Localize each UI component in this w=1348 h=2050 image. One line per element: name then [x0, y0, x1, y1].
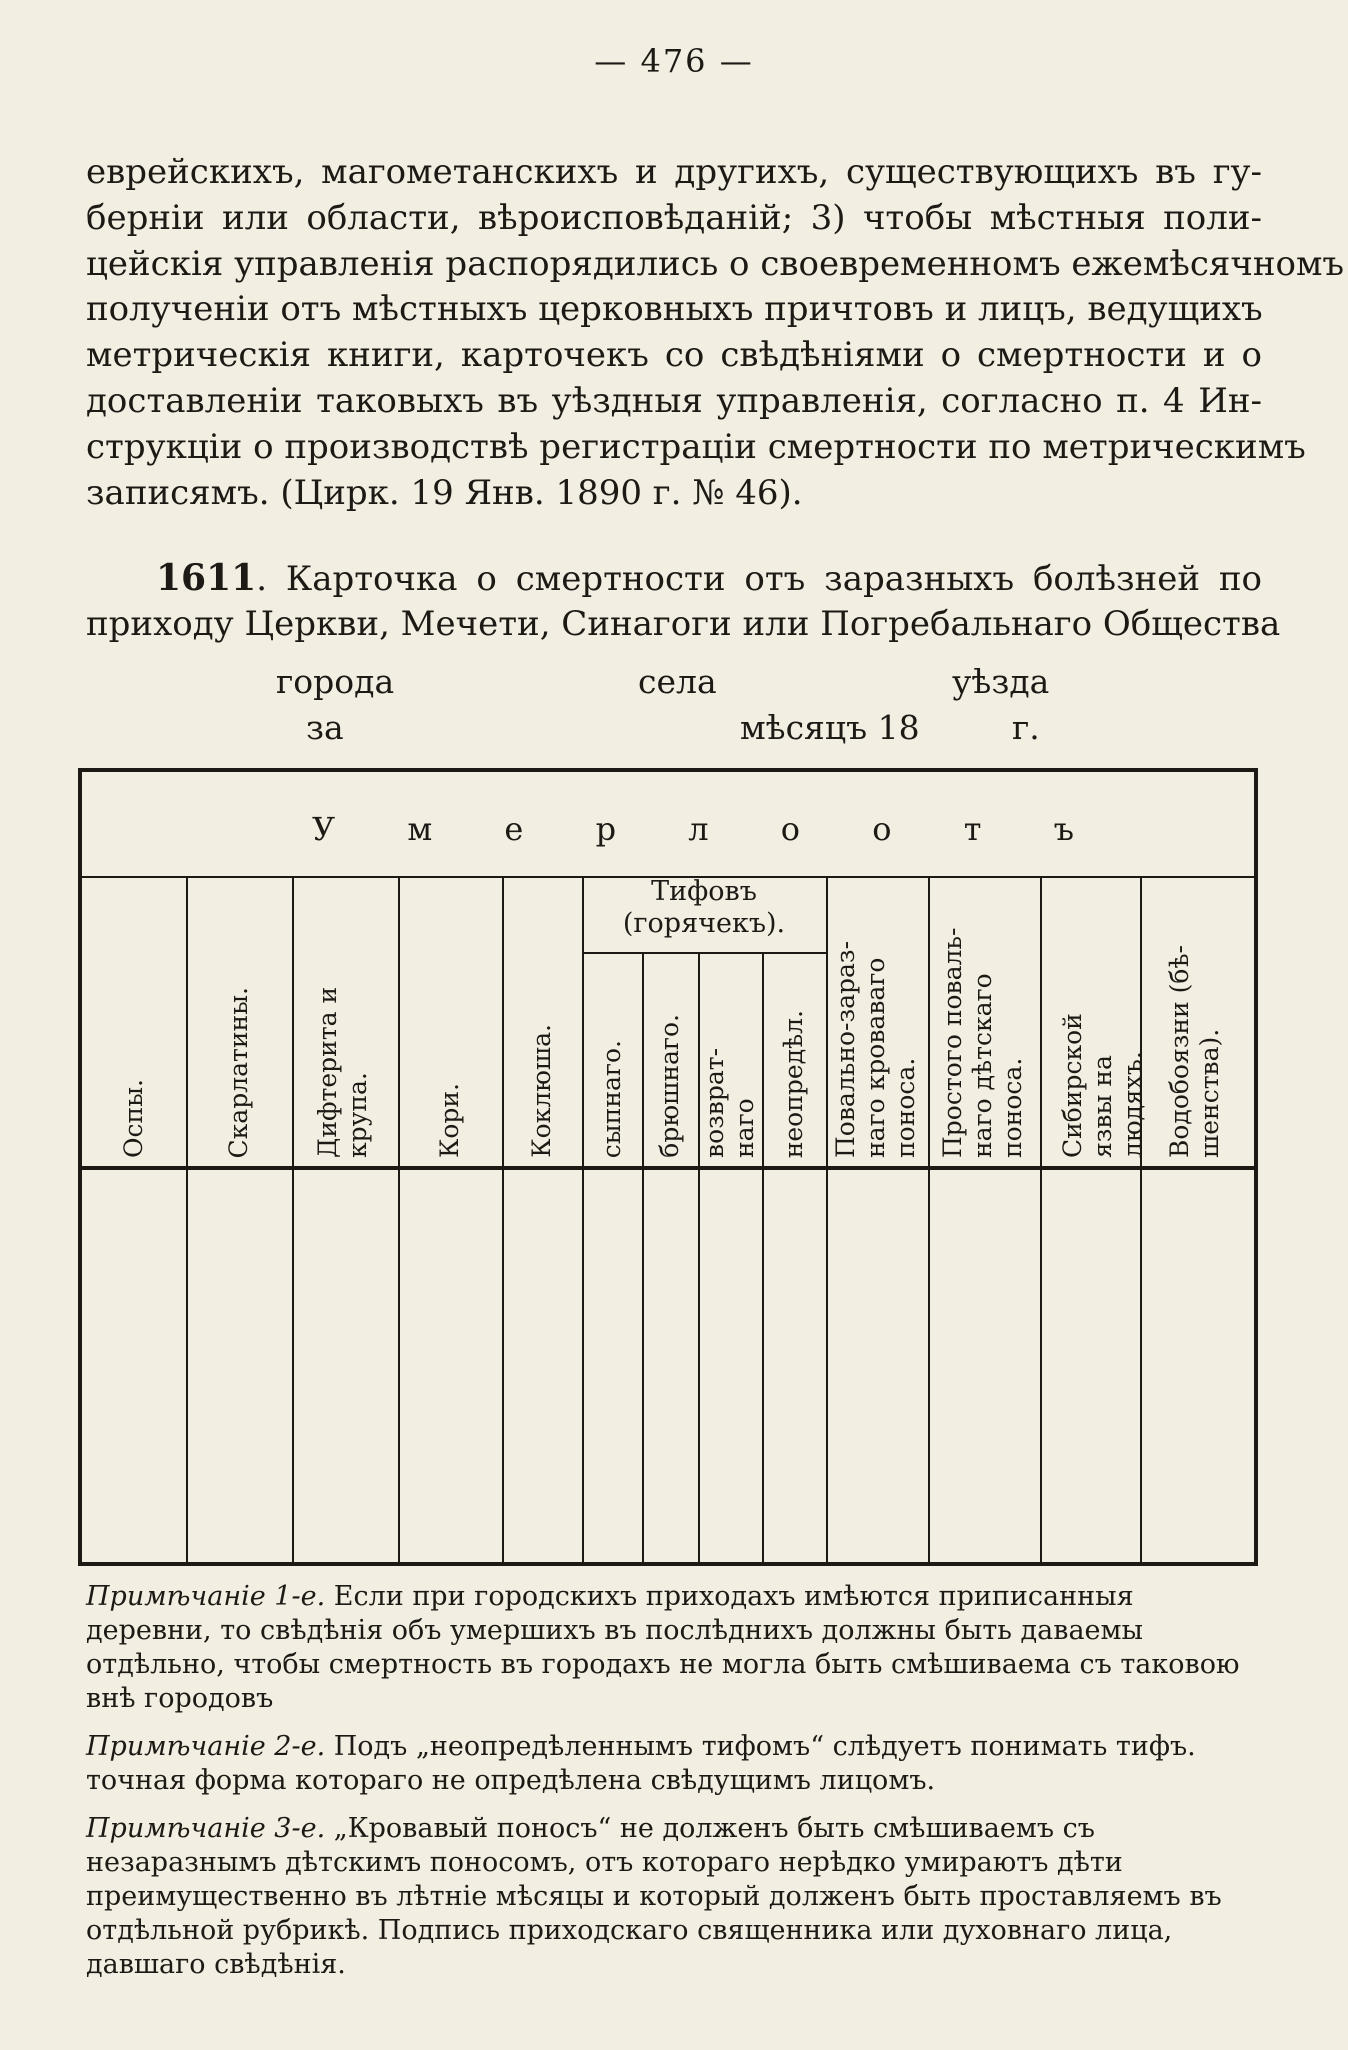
- note-label: Примѣчаніе 1-е.: [86, 1581, 326, 1612]
- died-letter: о: [780, 810, 801, 848]
- body-line: метрическія книги, карточекъ со свѣдѣніями о смертности и о: [86, 335, 1262, 376]
- note-label: Примѣчаніе 2-е.: [86, 1731, 326, 1762]
- blank-village: села: [638, 662, 717, 701]
- column-header-anthrax: [1040, 876, 1147, 1166]
- blank-city: города: [276, 662, 395, 701]
- column-header-typhoid: [642, 876, 698, 1166]
- header-bottom-rule: [82, 1166, 1254, 1170]
- body-line: еврейскихъ, магометанскихъ и другихъ, существующихъ въ гу-: [86, 152, 1262, 192]
- section-title-line: приходу Церкви, Мечети, Синагоги или Погребальнаго Общества: [86, 604, 1281, 644]
- column-header-undetermined: [762, 876, 826, 1166]
- notes-section: [86, 1580, 1262, 1996]
- column-label: сыпнаго.: [597, 1039, 626, 1158]
- page-number: — 476 —: [594, 42, 754, 80]
- note-3: [86, 1812, 1262, 1982]
- column-label: Дифтерита и крупа.: [313, 986, 372, 1158]
- note-label: Примѣчаніе 3-е.: [86, 1813, 326, 1844]
- body-line: записямъ. (Цирк. 19 Янв. 1890 г. № 46).: [86, 472, 803, 513]
- note-text: „Кровавый поносъ“ не долженъ быть смѣшиваемъ съ незаразнымъ дѣтскимъ поносомъ, отъ котораго нерѣдко умираютъ дѣти преимущественно въ лѣтніе мѣсяцы и который долженъ быть проставляемъ въ отдѣльной рубрикѣ. Подпись приходскаго священника или духовнаго лица, давшаго свѣдѣнія.: [86, 1813, 1222, 1980]
- died-word: [312, 810, 1074, 848]
- column-header-measles: [398, 876, 502, 1166]
- column-header-diphtheria: [292, 876, 398, 1166]
- column-header-rabies: [1140, 876, 1254, 1166]
- died-header: [82, 772, 1254, 878]
- column-header-child-diarrhea: [928, 876, 1040, 1166]
- blank-district: уѣзда: [952, 662, 1050, 701]
- section-title-part: . Карточка о смертности отъ заразныхъ болѣзней по: [256, 559, 1262, 599]
- column-label: брюшнаго.: [655, 1014, 684, 1158]
- column-label: Повально-зараз- наго кроваваго поноса.: [831, 940, 920, 1158]
- note-text: Подъ „неопредѣленнымъ тифомъ“ слѣдуетъ понимать тифъ. точная форма котораго не опредѣлена свѣдущимъ лицомъ.: [86, 1731, 1196, 1796]
- column-header-dysentery: [826, 876, 928, 1166]
- column-label: Скарлатины.: [224, 986, 253, 1158]
- body-line: струкціи о производствѣ регистраціи смертности по метрическимъ: [86, 426, 1306, 467]
- blank-for: за: [306, 708, 344, 747]
- section-title-line: [86, 556, 1262, 602]
- died-letter: е: [504, 810, 524, 848]
- body-line: берніи или области, вѣроисповѣданій; 3) чтобы мѣстныя поли-: [86, 197, 1262, 238]
- blank-year: г.: [1012, 708, 1040, 747]
- column-header-smallpox: [82, 876, 186, 1166]
- died-letter: о: [872, 810, 892, 848]
- column-header-whooping-cough: [502, 876, 582, 1166]
- blank-month: мѣсяцъ 18: [740, 708, 920, 747]
- column-header-scarlet-fever: [186, 876, 292, 1166]
- column-label: Водобоязни (бѣ- шенства).: [1165, 945, 1224, 1158]
- column-header-typhus-rash: [582, 876, 642, 1166]
- mortality-form-table: [78, 768, 1258, 1566]
- column-label: Кори.: [435, 1082, 464, 1158]
- body-paragraph: [86, 150, 1345, 516]
- typhus-group-header: Тифовъ (горячекъ).: [582, 876, 826, 954]
- note-1: [86, 1580, 1262, 1716]
- note-text: Если при городскихъ приходахъ имѣются приписанныя деревни, то свѣдѣнія объ умершихъ въ послѣднихъ должны быть даваемы отдѣльно, чтобы смертность въ городахъ не могла быть смѣшиваема съ таковою внѣ городовъ: [86, 1581, 1240, 1714]
- died-letter: л: [688, 810, 709, 848]
- body-line: цейскія управленія распорядились о своевременномъ ежемѣсячномъ: [86, 243, 1345, 284]
- column-header-relapsing: [698, 876, 762, 1166]
- column-label: Коклюша.: [527, 1024, 556, 1158]
- died-letter: ъ: [1053, 810, 1074, 848]
- section-number: 1611: [156, 557, 257, 599]
- column-label: Простого поваль- наго дѣтскаго поноса.: [938, 927, 1027, 1158]
- body-line: доставленіи таковыхъ въ уѣздныя управленія, согласно п. 4 Ин-: [86, 380, 1262, 421]
- column-label: Сибирской язвы на людяхъ.: [1058, 1013, 1147, 1158]
- column-label: Оспы.: [119, 1078, 148, 1158]
- section-heading: [86, 556, 1281, 647]
- column-label: возврат- наго: [700, 1047, 759, 1158]
- column-label: неопредѣл.: [779, 1009, 808, 1158]
- died-letter: У: [312, 810, 336, 848]
- note-2: [86, 1730, 1262, 1798]
- body-line: полученіи отъ мѣстныхъ церковныхъ причтовъ и лицъ, ведущихъ: [86, 289, 1263, 330]
- died-letter: м: [407, 810, 433, 848]
- died-letter: т: [963, 810, 982, 848]
- died-letter: р: [595, 810, 617, 848]
